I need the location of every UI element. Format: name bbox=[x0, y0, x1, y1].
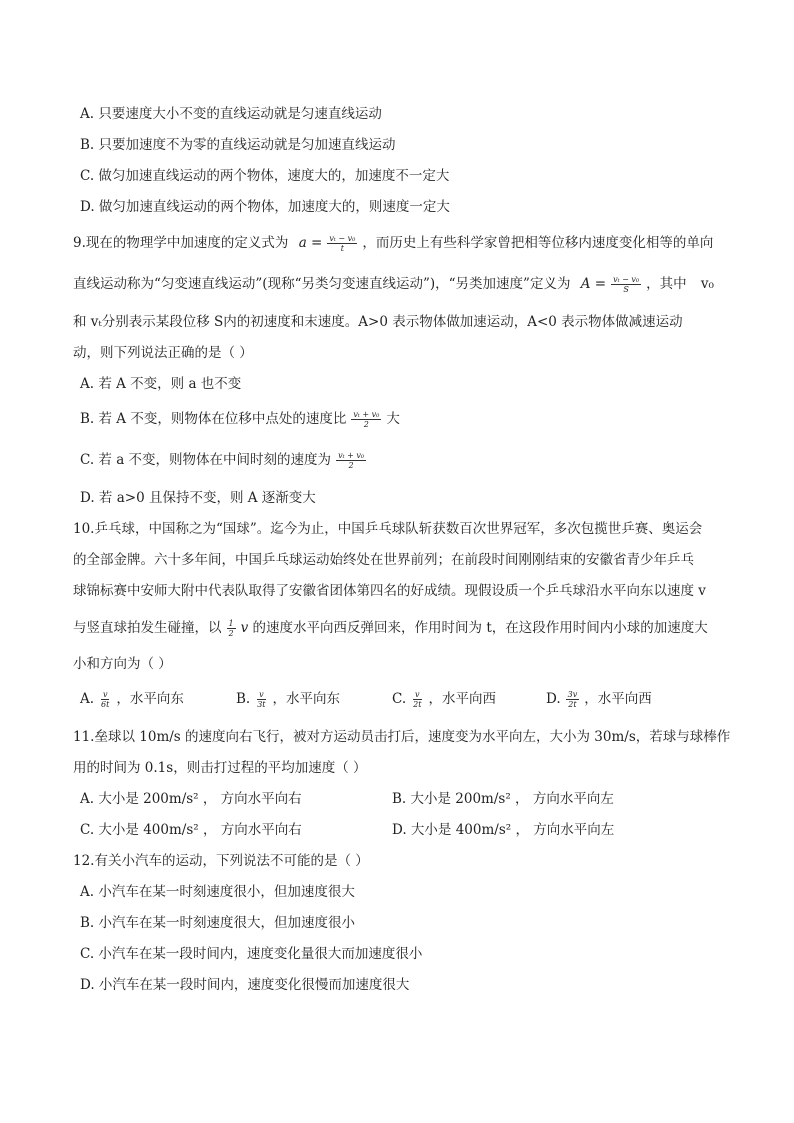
q11-line-1: 11.垒球以 10m/s 的速度向右飞行，被对方运动员击打后，速度变为水平向左，大小为 30m/s，若球与球棒作 bbox=[73, 729, 731, 745]
q9-line-3: 和 vₜ分别表示某段位移 S内的初速度和末速度。A>0 表示物体做加速运动，A<0 表示物体做减速运动 bbox=[73, 314, 683, 330]
q9-text: 直线运动称为“匀变速直线运动”(现称“另类匀变速直线运动”)，“另类加速度”定义为 bbox=[73, 276, 571, 292]
option-direction: ，水平向西 bbox=[428, 691, 496, 707]
q10-option-b-fraction bbox=[255, 690, 267, 709]
option-label: A. bbox=[80, 691, 95, 707]
q12-option-b: B. 小汽车在某一时刻速度很大，但加速度很小 bbox=[80, 915, 356, 931]
q9-option-b-text: B. 若 A 不变，则物体在位移中点处的速度比 bbox=[80, 411, 347, 427]
q9-line-2 bbox=[73, 274, 714, 294]
q10-text: 与竖直球拍发生碰撞，以 bbox=[73, 620, 222, 636]
q10-option-a-fraction bbox=[99, 690, 111, 709]
q10-option-c bbox=[392, 689, 496, 709]
q10-option-d-fraction bbox=[566, 690, 580, 709]
q9-eq-a-fraction bbox=[327, 234, 357, 253]
q10-line-5: 小和方向为（ ） bbox=[73, 656, 172, 672]
frac-numerator: v bbox=[415, 690, 420, 699]
q8-option-c: C. 做匀加速直线运动的两个物体，速度大的，加速度不一定大 bbox=[80, 168, 450, 184]
q9-text: ，其中 bbox=[646, 276, 687, 292]
q10-line-2: 的全部金牌。六十多年间，中国乒乓球运动始终处在世界前列；在前段时间刚刚结束的安徽省青少年乒乓 bbox=[73, 552, 694, 568]
q8-option-b: B. 只要加速度不为零的直线运动就是匀加速直线运动 bbox=[80, 137, 396, 153]
q10-line-3: 球锦标赛中安师大附中代表队取得了安徽省团体第四名的好成绩。现假设质一个乒乓球沿水平向东以速度 v bbox=[73, 583, 706, 599]
q9-option-c bbox=[80, 450, 371, 470]
q12-option-a: A. 小汽车在某一时刻速度很小，但加速度很大 bbox=[80, 884, 355, 900]
q12-option-d: D. 小汽车在某一段时间内，速度变化很慢而加速度很大 bbox=[80, 977, 410, 993]
frac-denominator: S bbox=[623, 285, 629, 294]
q9-eq-A-fraction bbox=[611, 275, 641, 294]
option-direction: ，水平向东 bbox=[116, 691, 184, 707]
frac-numerator: vₜ − v₀ bbox=[613, 275, 640, 284]
q11-option-b: B. 大小是 200m/s² ， 方向水平向左 bbox=[392, 791, 614, 807]
option-direction: ，水平向东 bbox=[272, 691, 341, 707]
q9-text: ，而历史上有些科学家曾把相等位移内速度变化相等的单向 bbox=[362, 235, 714, 251]
q9-eq-A-lhs: A = bbox=[580, 276, 607, 292]
q9-line-4: 动，则下列说法正确的是（ ） bbox=[73, 345, 253, 361]
option-label: B. bbox=[236, 691, 251, 707]
q10-option-c-fraction bbox=[411, 690, 423, 709]
frac-denominator: 6t bbox=[101, 700, 110, 709]
q11-line-2: 用的时间为 0.1s，则击打过程的平均加速度（ ） bbox=[73, 760, 367, 776]
q9-text: 9.现在的物理学中加速度的定义式为 bbox=[73, 235, 289, 251]
frac-numerator: v bbox=[102, 690, 108, 699]
q10-line-4 bbox=[73, 618, 708, 638]
frac-numerator: 1 bbox=[228, 619, 234, 628]
frac-numerator: vₜ + v₀ bbox=[338, 451, 365, 460]
q9-option-c-fraction bbox=[336, 451, 366, 470]
q10-half-fraction bbox=[227, 619, 236, 638]
frac-numerator: vₜ + v₀ bbox=[353, 410, 380, 419]
option-label: C. bbox=[392, 691, 407, 707]
q10-text: 的速度水平向西反弹回来，作用时间为 t，在这段作用时间内小球的加速度大 bbox=[252, 620, 708, 636]
q8-option-a: A. 只要速度大小不变的直线运动就是匀速直线运动 bbox=[80, 106, 382, 122]
q9-option-d: D. 若 a>0 且保持不变，则 A 逐渐变大 bbox=[80, 490, 316, 506]
q9-v0: v₀ bbox=[700, 276, 714, 292]
q8-option-d: D. 做匀加速直线运动的两个物体，加速度大的，则速度一定大 bbox=[80, 199, 450, 215]
frac-numerator: vₜ − v₀ bbox=[329, 234, 356, 243]
q11-option-a: A. 大小是 200m/s² ， 方向水平向右 bbox=[80, 791, 302, 807]
q10-option-a bbox=[80, 689, 184, 709]
q9-line-1 bbox=[73, 233, 713, 253]
frac-denominator: 2 bbox=[363, 420, 369, 429]
frac-denominator: 2t bbox=[413, 700, 422, 709]
q12-option-c: C. 小汽车在某一段时间内，速度变化量很大而加速度很小 bbox=[80, 946, 423, 962]
q10-option-d bbox=[546, 689, 652, 709]
frac-denominator: 2t bbox=[568, 700, 577, 709]
frac-denominator: 2 bbox=[348, 461, 354, 470]
q9-option-a: A. 若 A 不变，则 a 也不变 bbox=[80, 376, 242, 392]
q9-option-b-fraction bbox=[351, 410, 381, 429]
frac-denominator: 2 bbox=[228, 629, 234, 638]
frac-numerator: 3v bbox=[567, 690, 578, 699]
q12-stem: 12.有关小汽车的运动，下列说法不可能的是（ ） bbox=[73, 853, 369, 869]
q9-option-c-text: C. 若 a 不变，则物体在中间时刻的速度为 bbox=[80, 452, 332, 468]
q10-option-b bbox=[236, 689, 340, 709]
q11-option-c: C. 大小是 400m/s² ， 方向水平向右 bbox=[80, 822, 302, 838]
frac-denominator: t bbox=[340, 244, 344, 253]
q11-option-d: D. 大小是 400m/s² ， 方向水平向左 bbox=[392, 822, 615, 838]
q10-v: v bbox=[240, 620, 249, 636]
option-direction: ，水平向西 bbox=[584, 691, 652, 707]
frac-denominator: 3t bbox=[257, 700, 266, 709]
q10-line-1: 10.乒乓球，中国称之为“国球”。迄今为止，中国乒乓球队斩获数百次世界冠军，多次包揽世乒赛、奥运会 bbox=[73, 521, 703, 537]
q9-option-b bbox=[80, 409, 400, 429]
q9-option-b-text: 大 bbox=[386, 411, 400, 427]
q9-eq-a-lhs: a = bbox=[298, 235, 323, 251]
option-label: D. bbox=[546, 691, 561, 707]
frac-numerator: v bbox=[259, 690, 264, 699]
